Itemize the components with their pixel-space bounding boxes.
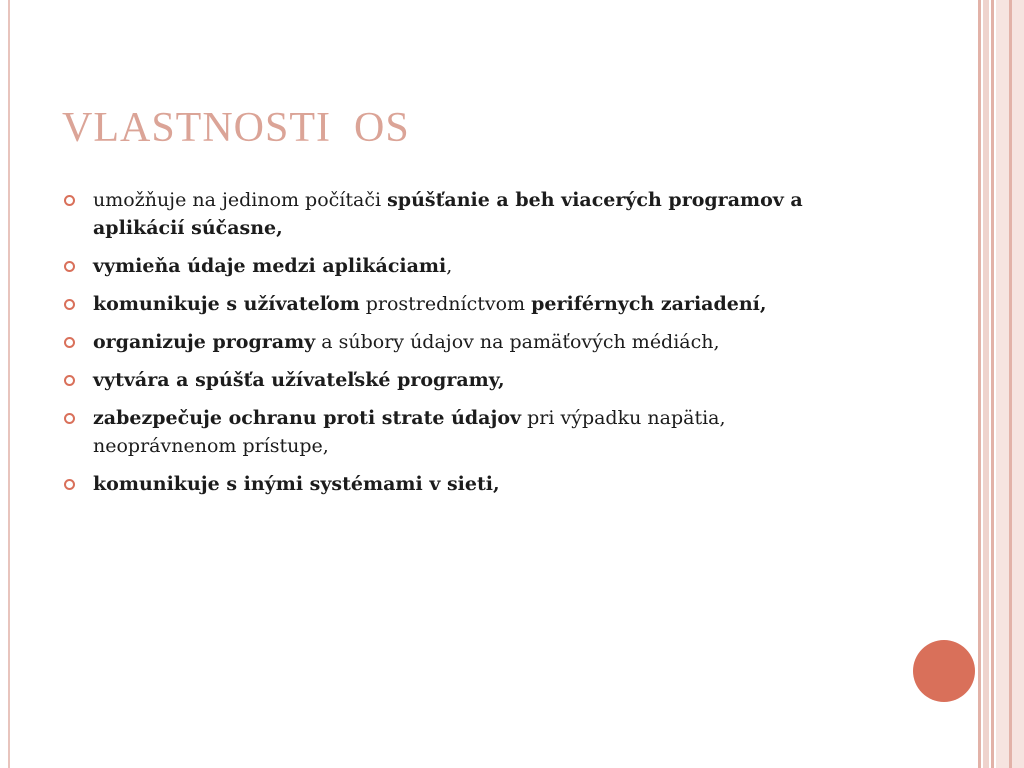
right-decor-stripe [1009,0,1012,768]
bullet-text: , [446,255,453,277]
bullet-item [62,328,862,356]
left-border-line [8,0,10,768]
bullet-item [62,366,862,394]
bullet-text-bold: organizuje programy [93,331,316,353]
right-decor-stripe [983,0,989,768]
bullet-text: prostredníctvom [359,293,532,315]
bullet-circle-icon [64,413,75,424]
bullet-circle-icon [64,261,75,272]
bullet-text-bold: vymieňa údaje medzi aplikáciami [93,255,447,277]
right-decor-stripe [991,0,994,768]
bullet-circle-icon [64,299,75,310]
bullet-circle-icon [64,337,75,348]
bullet-item [62,186,862,242]
bullet-text: a súbory údajov na pamäťových médiách, [315,331,720,353]
bullet-text-bold: vytvára a spúšťa užívateľské programy, [93,369,505,391]
right-decor-stripe [978,0,981,768]
bullet-circle-icon [64,375,75,386]
bullet-text-bold: zabezpečuje ochranu proti strate údajov [93,407,522,429]
bullet-circle-icon [64,195,75,206]
bullet-text-bold: spúšťanie a beh viacerých programov a aplikácií súčasne, [93,189,803,239]
bullet-item [62,290,862,318]
bullet-circle-icon [64,479,75,490]
bullet-list [62,186,862,508]
bullet-text-bold: komunikuje s inými systémami v sieti, [93,473,500,495]
decorative-circle [913,640,975,702]
bullet-text-bold: komunikuje s užívateľom [93,293,360,315]
slide-title: VLASTNOSTI OS [62,105,410,151]
bullet-item [62,252,862,280]
bullet-item [62,470,862,498]
bullet-text-bold: periférnych zariadení, [531,293,767,315]
bullet-text: umožňuje na jedinom počítači [93,189,388,211]
bullet-text: pri výpadku napätia, neoprávnenom prístupe, [93,407,726,457]
bullet-item [62,404,862,460]
